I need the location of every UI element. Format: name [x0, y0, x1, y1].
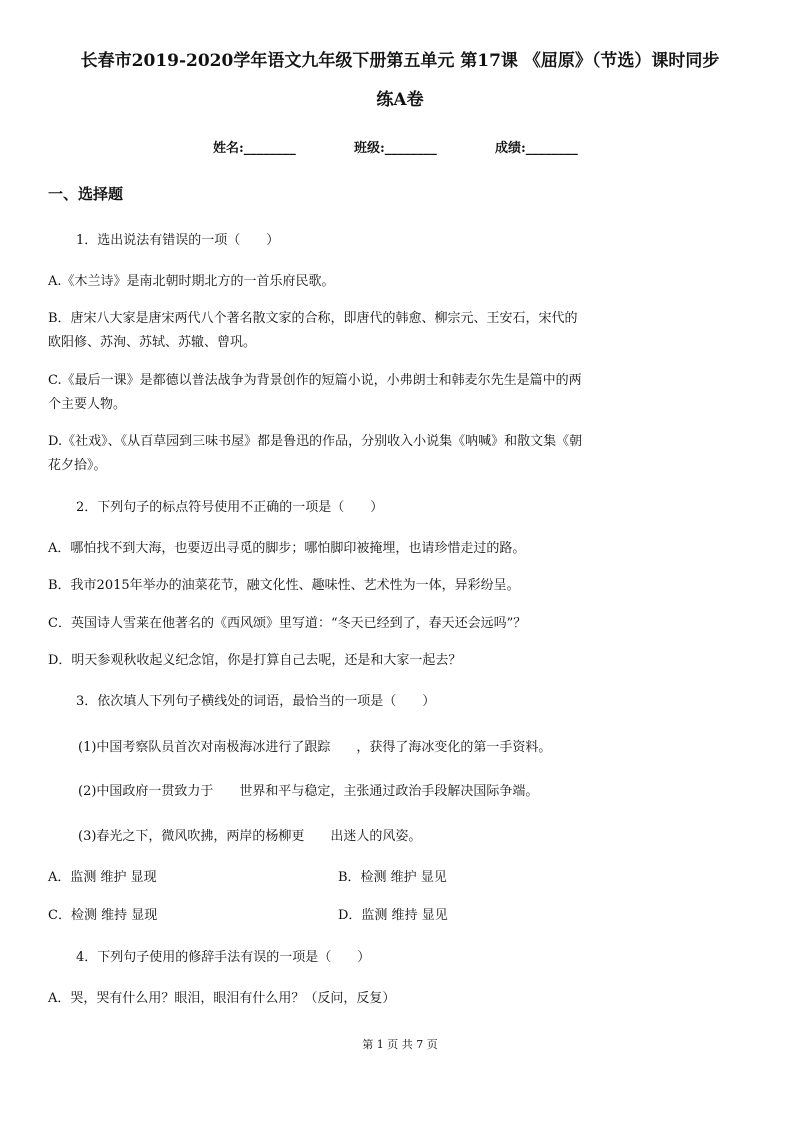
- name-field: 姓名:________: [213, 141, 296, 156]
- section-title: 一、选择题: [48, 185, 124, 203]
- question-3-stem: 3．依次填人下列句子横线处的词语，最恰当的一项是（ ）: [76, 694, 436, 709]
- question-3-option-a: A．监测 维护 显现: [48, 870, 157, 885]
- question-2-option-d: D．明天参观秋收起义纪念馆，你是打算自己去呢，还是和大家一起去？: [48, 653, 462, 668]
- page-number: 第 1 页 共 7 页: [362, 1038, 438, 1051]
- question-1-option-b-line1: B．唐宋八大家是唐宋两代八个著名散文家的合称，即唐代的韩愈、柳宗元、王安石，宋代的: [48, 311, 578, 326]
- question-1-option-b-line2: 欧阳修、苏洵、苏轼、苏辙、曾巩。: [48, 335, 257, 350]
- score-field: 成绩:________: [495, 141, 578, 156]
- question-2-stem: 2．下列句子的标点符号使用不正确的一项是（ ）: [76, 500, 384, 515]
- question-1-option-c-line1: C.《最后一课》是都德以普法战争为背景创作的短篇小说，小弗朗士和韩麦尔先生是篇中的两: [48, 373, 582, 388]
- question-1-option-d-line1: D.《社戏》、《从百草园到三味书屋》都是鲁迅的作品，分别收入小说集《呐喊》和散文集《朝: [48, 434, 583, 449]
- question-1-stem: 1．选出说法有错误的一项（ ）: [76, 233, 280, 248]
- question-4-stem: 4．下列句子使用的修辞手法有误的一项是（ ）: [76, 950, 371, 965]
- question-1-option-d-line2: 花夕拾》。: [48, 458, 107, 473]
- question-3-option-b: B．检测 维护 显见: [338, 870, 447, 885]
- question-3-sentence-2: (2)中国政府一贯致力于 世界和平与稳定，主张通过政治手段解决国际争端。: [78, 784, 539, 799]
- question-3-option-c: C．检测 维持 显现: [48, 908, 158, 923]
- document-title-line1: 长春市2019-2020学年语文九年级下册第五单元 第17课 《屈原》（节选）课时同步: [80, 51, 720, 71]
- class-field: 班级:________: [354, 141, 437, 156]
- question-3-sentence-3: (3)春光之下，微风吹拂，两岸的杨柳更 出迷人的风姿。: [78, 829, 422, 844]
- question-4-option-a: A．哭，哭有什么用？眼泪，眼泪有什么用？（反问，反复）: [48, 991, 396, 1006]
- question-1-option-c-line2: 个主要人物。: [48, 397, 127, 412]
- question-3-sentence-1: (1)中国考察队员首次对南极海冰进行了跟踪 ，获得了海冰变化的第一手资料。: [78, 740, 552, 755]
- question-2-option-a: A．哪怕找不到大海，也要迈出寻觅的脚步；哪怕脚印被掩埋，也请珍惜走过的路。: [48, 541, 526, 556]
- question-1-option-a: A.《木兰诗》是南北朝时期北方的一首乐府民歌。: [48, 274, 335, 289]
- question-2-option-b: B．我市2015年举办的油菜花节，融文化性、趣味性、艺术性为一体，异彩纷呈。: [48, 578, 520, 593]
- document-title-line2: 练A卷: [376, 90, 424, 110]
- question-3-option-d: D．监测 维持 显见: [338, 908, 448, 923]
- question-2-option-c: C．英国诗人雪莱在他著名的《西风颂》里写道：“冬天已经到了，春天还会远吗”？: [48, 616, 527, 631]
